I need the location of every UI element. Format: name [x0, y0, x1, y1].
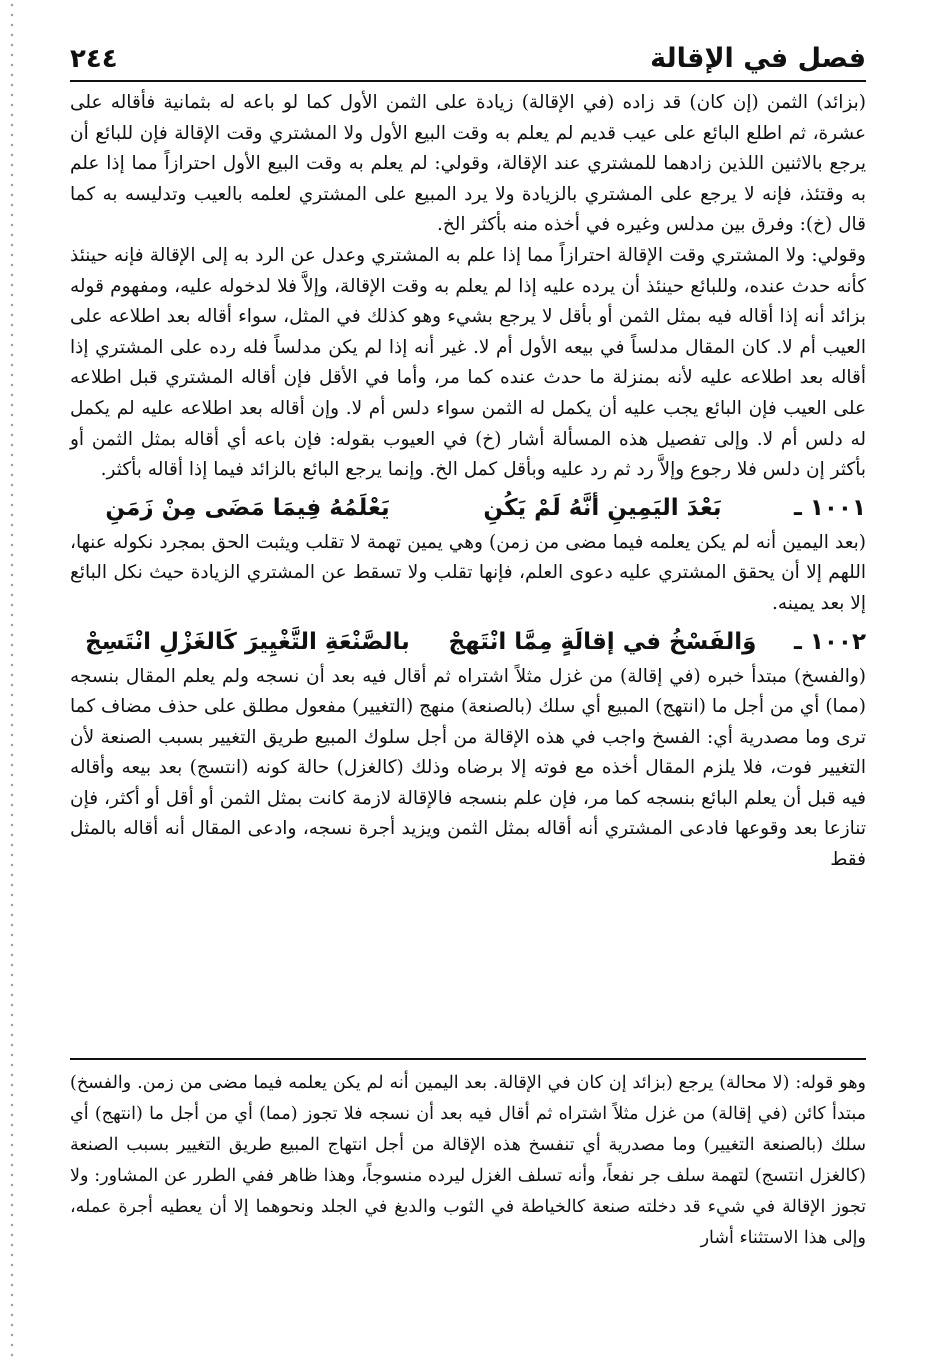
verse-hemistich-2: بالصَّنْعَةِ التَّغْيِيرَ كَالغَزْلِ انْتَسِجْ [85, 628, 410, 655]
commentary-paragraph: وقولي: ولا المشتري وقت الإقالة احترازاً مما إذا علم به المشتري وعدل عن الرد به إلى الإقالة فإنه حينئذ كأنه حدث عنده، وللبائع حينئذ أن يرده عليه إذا لم يعلم به وقت الإقالة، وإلاَّ فلا لدخوله عليه، ومفهوم قوله بزائد أنه إذا أقاله فيه بمثل الثمن أو بأقل لا يرجع بشيء وهو كذلك في المثل، سواء أقاله بعد اطلاعه على العيب أم لا. كان المقال مدلساً في بيعه الأول أم لا. غير أنه إذا لم يكن مدلساً فله رده على المشتري إذا أقاله بعد اطلاعه عليه لأنه بمنزلة ما حدث عنده كما مر، وأما في الأقل فإن أقاله المشتري قبل اطلاعه على العيب فإن البائع يجب عليه أن يكمل له الثمن سواء دلس أم لا. وإن أقاله بعد اطلاعه عليه لم يكمل له دلس أم لا. وإلى تفصيل هذه المسألة أشار (خ) في العيوب بقوله: فإن باعه أي أقاله بمثل الثمن أو بأكثر إن دلس فلا رجوع وإلاَّ رد ثم رد عليه وبأقل كمل الخ. وإنما يرجع البائع بالزائد فيما إذا أقاله بأكثر. [70, 244, 866, 481]
main-text [70, 88, 866, 876]
verse-number: ١٠٠١ ـ [793, 494, 866, 521]
verse-hemistich-1: وَالفَسْخُ في إقالَةٍ مِمَّا انْتَهجْ [448, 628, 757, 655]
page-title: فصل في الإقالة [650, 43, 866, 74]
verse-commentary: (بعد اليمين أنه لم يكن يعلمه فيما مضى من زمن) وهي يمين تهمة لا تقلب ويثبت الحق بمجرد نكوله عنها، اللهم إلا أن يحقق المشتري عليه دعوى العلم، فإنها تقلب ولا تسقط عن المشتري الزيادة حيث نكل البائع إلا بعد يمينه. [70, 531, 866, 614]
page-number: ٢٤٤ [70, 44, 118, 74]
verse-1002 [70, 624, 866, 660]
verse-number: ١٠٠٢ ـ [793, 628, 866, 655]
verse-commentary: (والفسخ) مبتدأ خبره (في إقالة) من غزل مثلاً اشتراه ثم أقال فيه بعد أن نسجه ولم يعلم المقال بنسجه (مما) أي من أجل ما (انتهج) المبيع أي سلك (بالصنعة) منهج (التغيير) مفعول مطلق على حذف مضاف كما ترى وما مصدرية أي: الفسخ واجب في هذه الإقالة من أجل سلوك المبيع طريق التغيير بسبب الصنعة لأن التغيير فوت، فلا يلزم المقال أخذه مع فوته إلا برضاه وذلك (كالغزل) حالة كونه (انتسج) بعد بيعه وأقاله فيه قبل أن يعلم البائع بنسجه كما مر، فإن علم بنسجه فالإقالة لازمة كانت بمثل الثمن أو أقل أو أكثر، فإن تنازعا بعد وقوعها فادعى المشتري أنه أقاله بمثل الثمن ويزيد أجرة نسجه، وادعى المقال أنه أقاله بالمثل فقط [70, 665, 866, 871]
verse-hemistich-1: بَعْدَ اليَمِينِ أنَّهُ لَمْ يَكُنِ [483, 494, 722, 521]
footnotes [70, 1068, 866, 1254]
footnote-separator [70, 1058, 866, 1060]
verse-hemistich-2: يَعْلَمُهُ فِيمَا مَضَى مِنْ زَمَنِ [105, 494, 390, 521]
binding-gutter [10, 0, 14, 1357]
verse-1001 [70, 490, 866, 526]
commentary-paragraph: (بزائد) الثمن (إن كان) قد زاده (في الإقالة) زيادة على الثمن الأول كما لو باعه له بثمانية فأقاله على عشرة، ثم اطلع البائع على عيب قديم لم يعلم به وقت البيع الأول ولا المشتري وقت الإقالة فإن للبائع أن يرجع بالاثنين اللذين زادهما للمشتري عند الإقالة، وقولي: لم يعلم به وقت البيع الأول احترازاً مما إذا علم به وقتئذ، فإنه لا يرجع على المشتري بالزيادة ولا يرد المبيع على المشتري لعلمه بالعيب وتدليسه به كما قال (خ): وفرق بين مدلس وغيره في أخذه منه بأكثر الخ. [70, 92, 866, 236]
footnote-paragraph: وهو قوله: (لا محالة) يرجع (بزائد إن كان في الإقالة. بعد اليمين أنه لم يكن يعلمه فيما مضى من زمن. والفسخ) مبتدأ كائن (في إقالة) من غزل مثلاً اشتراه ثم أقال فيه بعد أن نسجه فلا تجوز (مما) أي من أجل ما (انتهج) أي سلك (بالصنعة التغيير) وما مصدرية أي تنفسخ هذه الإقالة من أجل انتهاج المبيع طريق التغيير بسبب الصنعة (كالغزل انتسج) لتهمة سلف جر نفعاً، وأنه تسلف الغزل ليرده منسوجاً، وهذا ظاهر ففي الطرر عن المشاور: ولا تجوز الإقالة في شيء قد دخلته صنعة كالخياطة في الثوب والدبغ في الجلد ونحوهما إلا أن يعطيه أجرة عمله، وإلى هذا الاستثناء أشار [70, 1073, 866, 1248]
page-header [70, 40, 866, 82]
